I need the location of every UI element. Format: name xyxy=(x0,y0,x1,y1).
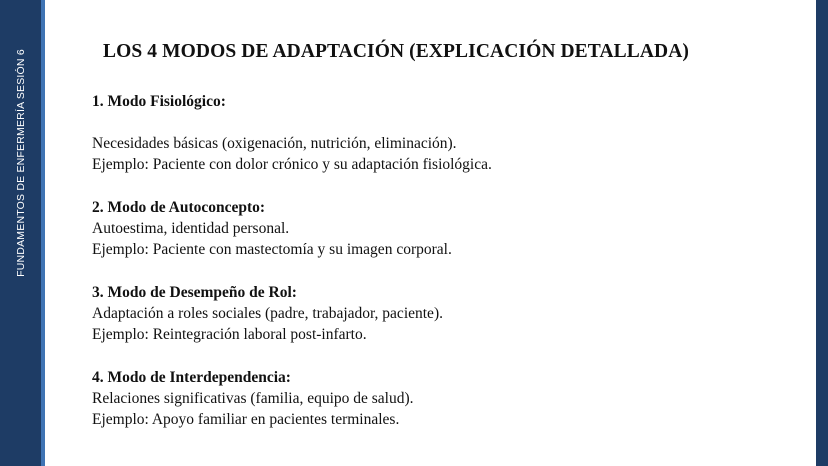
section-desempeno-rol xyxy=(92,282,792,345)
left-sidebar-accent-stripe xyxy=(41,0,45,466)
section-description: Relaciones significativas (familia, equipo de salud). xyxy=(92,390,414,407)
section-description: Autoestima, identidad personal. xyxy=(92,220,290,237)
course-session-label: FUNDAMENTOS DE ENFERMERÍA SESIÓN 6 xyxy=(15,49,27,277)
section-example: Ejemplo: Paciente con dolor crónico y su adaptación fisiológica. xyxy=(92,156,492,173)
right-edge-band xyxy=(816,0,828,466)
slide-title: LOS 4 MODOS DE ADAPTACIÓN (EXPLICACIÓN DETALLADA) xyxy=(103,41,689,62)
section-heading: 1. Modo Fisiológico: xyxy=(92,93,226,110)
section-heading: 4. Modo de Interdependencia: xyxy=(92,369,291,386)
section-description: Necesidades básicas (oxigenación, nutrición, eliminación). xyxy=(92,135,457,152)
section-example: Ejemplo: Paciente con mastectomía y su imagen corporal. xyxy=(92,241,452,258)
section-example: Ejemplo: Apoyo familiar en pacientes terminales. xyxy=(92,411,400,428)
section-interdependencia xyxy=(92,367,792,430)
section-heading: 3. Modo de Desempeño de Rol: xyxy=(92,284,297,301)
section-example: Ejemplo: Reintegración laboral post-infarto. xyxy=(92,326,367,343)
section-heading: 2. Modo de Autoconcepto: xyxy=(92,199,266,216)
section-autoconcepto xyxy=(92,197,792,260)
section-description: Adaptación a roles sociales (padre, trabajador, paciente). xyxy=(92,305,443,322)
section-fisiologico xyxy=(92,91,792,175)
slide-content xyxy=(92,91,792,452)
